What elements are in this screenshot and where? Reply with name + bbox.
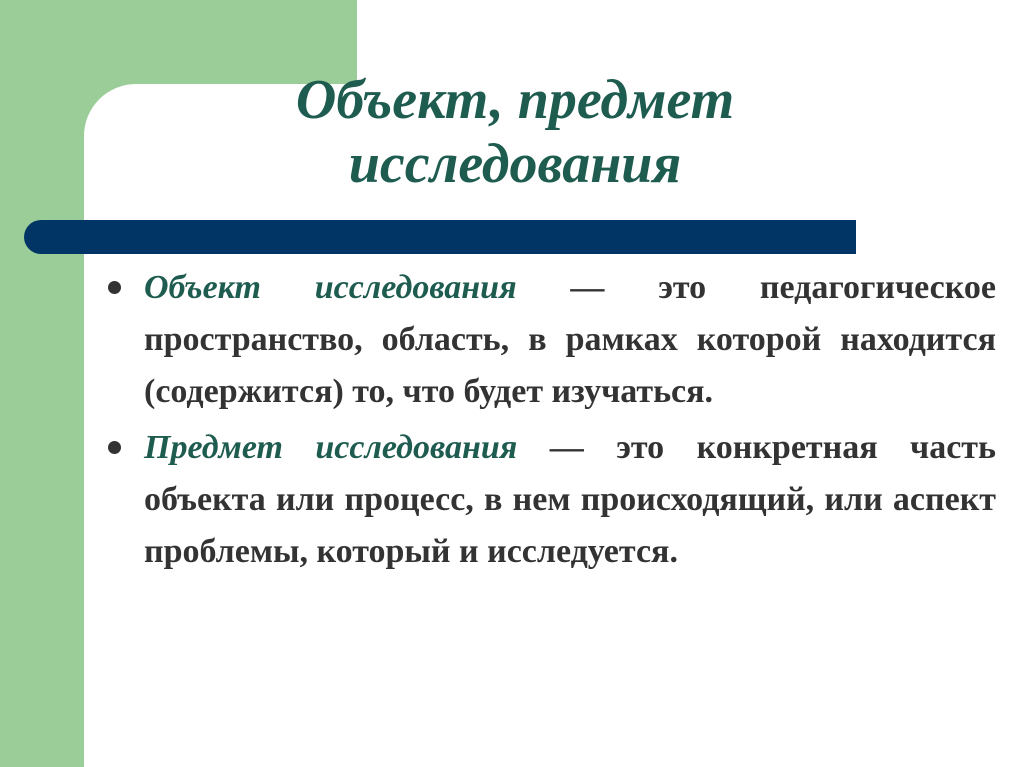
bullet-list: [108, 262, 996, 582]
term-object: Объект исследования: [144, 269, 517, 306]
definition-object: — это педагогическое пространство, область, в рамках которой находится (содержится) то, что будет изучаться.: [144, 269, 996, 410]
title-underline-bar: [24, 220, 856, 254]
term-subject: Предмет исследования: [144, 429, 518, 466]
title-line-2: исследования: [348, 133, 682, 195]
bullet-icon: [108, 441, 121, 454]
bullet-icon: [108, 281, 121, 294]
title-line-1: Объект, предмет: [295, 69, 735, 131]
definition-subject: — это конкретная часть объекта или процесс, в нем происходящий, или аспект проблемы, который и исследуется.: [144, 429, 996, 570]
bullet-item-object: [108, 262, 996, 418]
slide-title: [200, 68, 830, 196]
bullet-item-subject: [108, 422, 996, 578]
